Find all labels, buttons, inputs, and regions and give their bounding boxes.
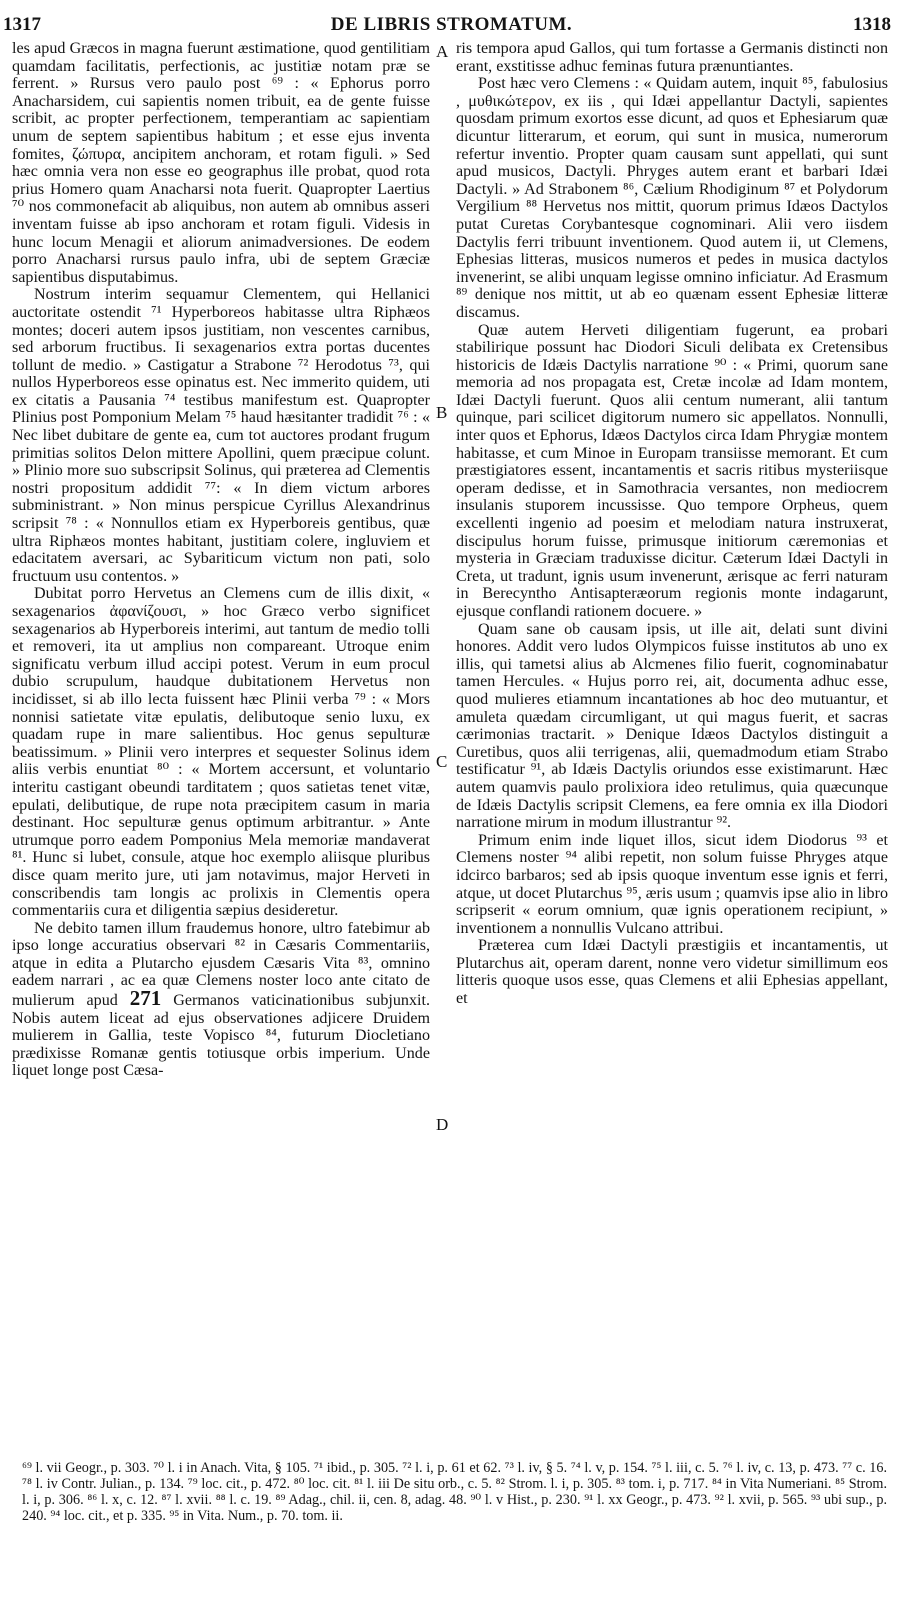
page-header xyxy=(0,6,903,36)
section-marker-a: A xyxy=(436,42,449,61)
left-column xyxy=(12,40,430,1080)
running-title: DE LIBRIS STROMATUM. xyxy=(330,14,573,35)
right-page-number: 1318 xyxy=(853,14,891,35)
left-page-number: 1317 xyxy=(3,14,41,35)
left-paragraph-4-text: Ne debito tamen illum fraudemus honore, ultro fatebimur ab ipso longe accuratius observari ⁸² in Cæsaris Commentariis, atque in edita a Plutarcho ejusdem Cæsaris Vita ⁸³, omnino eadem narrari , ac ea quæ Clemens noster loco ante citato de mulierum apud xyxy=(12,919,430,1010)
left-paragraph-5-text: Germanos vaticinationibus subjunxit. Nobis autem liceat ad ejus observationes adjicere Druidem mulierem in Gallia, teste Vopisco ⁸⁴, futurum Diocletiano prædixisse Romanæ gentis totiusque orbis imperium. Unde liquet longe post Cæsa- xyxy=(12,992,430,1080)
printer-page-mark: 271 xyxy=(129,986,162,1011)
right-paragraph-1: ris tempora apud Gallos, qui tum fortasse a Germanis distincti non erant, exstitisse adhuc feminas futura prænuntiantes. xyxy=(456,40,888,75)
section-marker-b: B xyxy=(436,403,448,422)
right-paragraph-4: Quam sane ob causam ipsis, ut ille ait, delati sunt divini honores. Addit vero ludos Olympicos fuisse institutos ab uno ex illis, qui tametsi alius ab Alcmenes filio fuerit, cognominabatur tamen Hercules. « Hujus porro rei, ait, documenta adhuc esse, quod mulieres etiamnum incantationes ab hoc deo mutuantur, et amuleta quædam circumligant, ut qui magus fuerit, et sacras cærimonias tractarit. » Denique Idæos Dactylos distinguit a Curetibus, quos alii terrigenas, alii, quemadmodum etiam Strabo testificatur ⁹¹, ab Idæis Dactylis oriundos esse existimarunt. Hæc autem quamvis paulo prolixiora ideo retulimus, quia quæcunque de Idæis Dactylis scripsit Clemens, ea fere omnia ex illa Diodori narratione mirum in modum illustrantur ⁹². xyxy=(456,620,888,832)
left-paragraph-1: les apud Græcos in magna fuerunt æstimatione, quod gentilitiam quamdam facilitatis, perfectionis, ac justitiæ notam præ se ferrent. » Rursus vero paulo post ⁶⁹ : « Ephorus porro Anacharsidem, cui sapientis nomen tribuit, ea de gente fuisse scribit, ac propter perfectionem, temperantiam ac sapientiam unum de septem sapientibus habitum ; et esse ejus inventa fomites, ζώπυρα, ancipitem anchoram, et rotam figuli. » Sed hæc omnia vera non esse eo geographus ille probat, quod rota prius Homero quam Anacharsi nota fuerit. Quapropter Laertius ⁷⁰ nos commonefacit ab aliquibus, non autem ab omnibus asseri inventam fuisse ab ipso anchoram et rotam figuli. Videsis in hunc locum Menagii et aliorum animadversiones. De eodem porro Anacharsi rursus paulo infra, ubi de septem Græciæ sapientibus disputabimus. xyxy=(12,40,430,286)
section-marker-c: C xyxy=(436,752,448,771)
section-marker-d: D xyxy=(436,1115,449,1134)
right-paragraph-5: Primum enim inde liquet illos, sicut idem Diodorus ⁹³ et Clemens noster ⁹⁴ alibi repetit, non solum fuisse Phryges atque idcirco barbaros; sed ab ipsis quoque inventum esse ignis et ferri, atque, ut docet Plutarchus ⁹⁵, æris usum ; quamvis ipse alio in libro scripserit « eorum omnium, quæ ignis operationem recipiunt, » inventionem a nonnullis Vulcano attribui. xyxy=(456,831,888,937)
right-paragraph-3: Quæ autem Herveti diligentiam fugerunt, ea probari stabilirique possunt hac Diodori Siculi delibata ex Cretensibus historicis de Idæis Dactylis narratione ⁹⁰ : « Primi, quorum sane memoria ad nos propagata est, Cretæ incolæ ad Idam montem, Idæi Dactyli fuerunt. Quos alii centum numerant, alii tantum quinque, pari scilicet digitorum numero sic appellatos. Nonnulli, inter quos et Ephorus, Idæos Dactylos circa Idam Phrygiæ montem habitasse, et cum Minoe in Europam transiisse memorant. Et cum præstigiatores essent, incantamentis et sacris ritibus mysteriisque operam dedisse, et in Samothracia versantes, non mediocrem insulanis stuporem incussisse. Quo tempore Orpheus, quem excellenti ingenio ad poesim et melodiam natura instruxerat, discipulus horum fuisse, primusque initiorum cæremonias et mysteria in Græciam traduxisse dicitur. Cæterum Idæi Dactyli in Creta, ut tradunt, ignis usum invenerunt, ærisque ac ferri naturam in Berecyntho Antisapteræorum regionis monte indagarunt, ejusque conflandi rationem docuere. » xyxy=(456,321,888,620)
left-paragraph-2: Nostrum interim sequamur Clementem, qui Hellanici auctoritate ostendit ⁷¹ Hyperboreos habitasse ultra Riphæos montes; doceri autem ipsos justitiam, non vescentes carnibus, sed arborum fructibus. Ii sexagenarios extra portas ducentes tollunt de medio. » Castigatur a Strabone ⁷² Herodotus ⁷³, qui nullos Hyperboreos esse opinatus est. Nec immerito quidem, uti ex citatis a Pausania ⁷⁴ testibus manifestum est. Quapropter Plinius post Pomponium Melam ⁷⁵ haud hæsitanter tradidit ⁷⁶ : « Nec libet dubitare de gente ea, cum tot auctores prodant frugum primitias solitos Delon mittere Apollini, quem præcipue colunt. » Plinio more suo subscripsit Solinus, qui præterea ad Clementis nostri propositum addidit ⁷⁷: « In diem victum arbores subministrant. » Non minus perspicue Cyrillus Alexandrinus scripsit ⁷⁸ : « Nonnullos etiam ex Hyperboreis gentibus, quæ ultra Riphæos montes habitant, justitiam colere, ingluviem et edacitatem aversari, ac Sybariticum victum non pati, solo fructuum usu contentos. » xyxy=(12,286,430,585)
right-paragraph-2: Post hæc vero Clemens : « Quidam autem, inquit ⁸⁵, fabulosius , μυθικώτερον, ex iis , qui Idæi appellantur Dactyli, sapientes quosdam primum exortos esse dicunt, ad quos et Ephesiarum quæ dicuntur litterarum, et eorum, qui sunt in musica, numerorum refertur inventio. Propter quam causam sunt appellati, qui sunt apud musicos, Dactyli. Phryges autem erant et barbari Idæi Dactyli. » Ad Strabonem ⁸⁶, Cælium Rhodiginum ⁸⁷ et Polydorum Vergilium ⁸⁸ Hervetus nos mittit, quorum primus Idæos Dactylos putat Curetas Corybantesque cognominari. Alii vero iisdem Dactylis ferri tribuunt inventionem. Quod autem ii, ut Clemens, Ephesias litteras, musicos numeros et pedes in musica dactylos invenerint, se alibi unquam legisse omnino inficiatur. Ad Erasmum ⁸⁹ denique nos mittit, ut ab eo quænam essent Ephesiæ litteræ discamus. xyxy=(456,75,888,321)
left-paragraph-3: Dubitat porro Hervetus an Clemens cum de illis dixit, « sexagenarios ἀφανίζουσι, » hoc Græco verbo significet sexagenarios ab Hyperboreis interimi, aut tantum de medio tolli et removeri, ita ut amplius non compareant. Utroque enim significatu verbum illud accipi potest. Verum in eum procul dubio scrupulum, haudque dubitationem Hervetus non incidisset, si ab illo lecta fuissent hæc Plinii verba ⁷⁹ : « Mors nonnisi satietate vitæ epulatis, delibutoque senio luxu, ex quadam rupe in mare salientibus. Hoc genus sepulturæ beatissimum. » Plinii vero interpres et sequester Solinus idem aliis verbis enuntiat ⁸⁰ : « Mortem accersunt, et voluntario interitu castigant obeundi tarditatem ; quos satietas tenet vitæ, epulati, delibutique, de rupe nota præcipitem casum in maria destinant. Hoc sepulturæ genus optimum arbitrantur. » Ante utrumque porro eadem Pomponius Mela memoriæ mandaverat ⁸¹. Hunc si lubet, consule, atque hoc exemplo aliisque pluribus disce quam merito jure, uti jam notavimus, major Herveti in conscribendis tam longis ac prolixis in Clementis opera commentariis cura et diligentia sæpius desideretur. xyxy=(12,585,430,920)
footnote-text: ⁶⁹ l. vii Geogr., p. 303. ⁷⁰ l. i in Anach. Vita, § 105. ⁷¹ ibid., p. 305. ⁷² l. i, p. 61 et 62. ⁷³ l. iv, § 5. ⁷⁴ l. v, p. 154. ⁷⁵ l. iii, c. 5. ⁷⁶ l. iv, c. 13, p. 473. ⁷⁷ c. 16. ⁷⁸ l. iv Contr. Julian., p. 134. ⁷⁹ loc. cit., p. 472. ⁸⁰ loc. cit. ⁸¹ l. iii De situ orb., c. 5. ⁸² Strom. l. i, p. 305. ⁸³ tom. i, p. 717. ⁸⁴ in Vita Numeriani. ⁸⁵ Strom. l. i, p. 306. ⁸⁶ l. x, c. 12. ⁸⁷ l. xvii. ⁸⁸ l. c. 19. ⁸⁹ Adag., chil. ii, cen. 8, adag. 48. ⁹⁰ l. v Hist., p. 230. ⁹¹ l. xx Geogr., p. 473. ⁹² l. xvii, p. 565. ⁹³ ubi sup., p. 240. ⁹⁴ loc. cit., et p. 335. ⁹⁵ in Vita. Num., p. 70. tom. ii. xyxy=(22,1460,887,1524)
left-paragraph-4 xyxy=(12,920,430,1080)
right-column xyxy=(456,40,888,1008)
right-paragraph-6: Præterea cum Idæi Dactyli præstigiis et incantamentis, ut Plutarchus ait, operam darent, nonne vero videtur simillimum eos litteris quoque usos esse, quas Clemens et alii Ephesias appellant, et xyxy=(456,937,888,1008)
footnotes xyxy=(22,1460,887,1524)
